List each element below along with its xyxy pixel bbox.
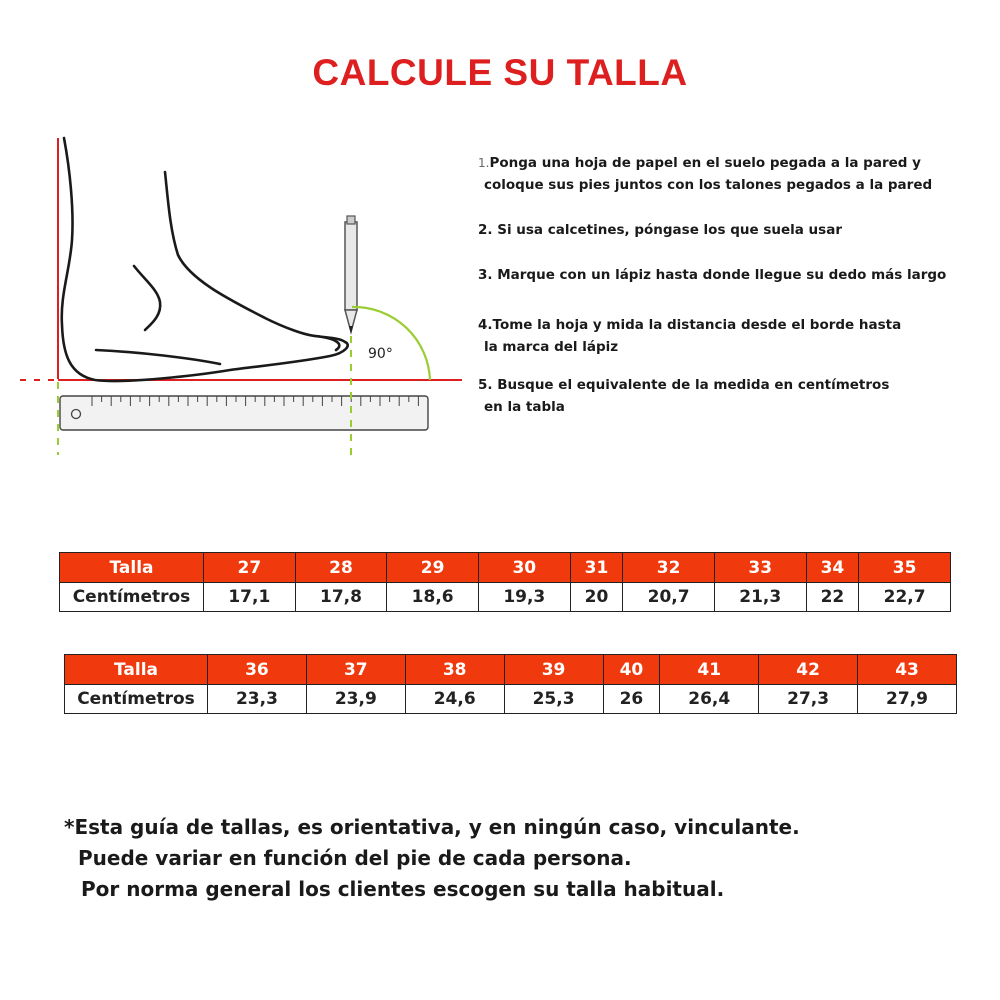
- size-cell: 39: [504, 655, 603, 685]
- size-cell: 31: [570, 553, 623, 583]
- cm-row-label: Centímetros: [60, 583, 204, 612]
- size-cell: 37: [306, 655, 405, 685]
- size-header-label: Talla: [60, 553, 204, 583]
- size-cell: 43: [858, 655, 957, 685]
- size-cell: 34: [806, 553, 859, 583]
- cm-cell: 21,3: [714, 583, 806, 612]
- step-4-line-1: 4.Tome la hoja y mida la distancia desde el borde hasta: [478, 317, 902, 333]
- size-cell: 27: [204, 553, 296, 583]
- size-cell: 29: [387, 553, 479, 583]
- step-3: [478, 264, 946, 286]
- size-cell: 40: [603, 655, 660, 685]
- cm-cell: 22,7: [859, 583, 951, 612]
- size-table-1: [59, 552, 951, 612]
- size-cell: 32: [623, 553, 715, 583]
- size-row: [60, 553, 951, 583]
- cm-cell: 22: [806, 583, 859, 612]
- size-cell: 35: [859, 553, 951, 583]
- note-2: Puede variar en función del pie de cada persona.: [78, 846, 632, 870]
- page-title: CALCULE SU TALLA: [312, 52, 688, 93]
- size-cell: 41: [660, 655, 759, 685]
- foot-outline-icon: [62, 138, 348, 381]
- cm-cell: 27,9: [858, 685, 957, 714]
- cm-cell: 23,3: [208, 685, 307, 714]
- size-cell: 36: [208, 655, 307, 685]
- pencil-icon: [345, 216, 357, 334]
- cm-row: [60, 583, 951, 612]
- size-table-2: [64, 654, 957, 714]
- step-5-line-2: en la tabla: [484, 399, 565, 415]
- step-4-line-2: la marca del lápiz: [484, 339, 619, 355]
- cm-cell: 17,1: [204, 583, 296, 612]
- step-1-line-2: coloque sus pies juntos con los talones pegados a la pared: [484, 177, 933, 193]
- cm-row-label: Centímetros: [65, 685, 208, 714]
- size-cell: 33: [714, 553, 806, 583]
- step-3-line-1: 3. Marque con un lápiz hasta donde llegue su dedo más largo: [478, 267, 947, 283]
- cm-cell: 17,8: [295, 583, 387, 612]
- size-cell: 28: [295, 553, 387, 583]
- foot-measure-illustration: [0, 130, 470, 460]
- note-1: *Esta guía de tallas, es orientativa, y en ningún caso, vinculante.: [64, 815, 800, 839]
- right-angle-arc: [352, 307, 430, 380]
- cm-cell: 20: [570, 583, 623, 612]
- step-5: [478, 374, 889, 418]
- cm-cell: 26: [603, 685, 660, 714]
- step-2: [478, 219, 842, 241]
- size-cell: 42: [759, 655, 858, 685]
- disclaimer-notes: [64, 812, 964, 905]
- angle-label: 90°: [368, 346, 393, 362]
- size-header-label: Talla: [65, 655, 208, 685]
- size-cell: 30: [478, 553, 570, 583]
- step-5-line-1: 5. Busque el equivalente de la medida en centímetros: [478, 377, 890, 393]
- size-cell: 38: [405, 655, 504, 685]
- step-4: [478, 314, 901, 358]
- step-2-line-1: 2. Si usa calcetines, póngase los que suela usar: [478, 222, 842, 238]
- cm-cell: 27,3: [759, 685, 858, 714]
- step-1-line-1: Ponga una hoja de papel en el suelo pegada a la pared y: [489, 155, 921, 171]
- step-1: 1.Ponga una hoja de papel en el suelo pegada a la pared y coloque sus pies juntos con los talones pegados a la pared: [478, 152, 932, 196]
- size-row: [65, 655, 957, 685]
- cm-cell: 18,6: [387, 583, 479, 612]
- cm-cell: 24,6: [405, 685, 504, 714]
- note-3: Por norma general los clientes escogen su talla habitual.: [81, 877, 725, 901]
- cm-cell: 19,3: [478, 583, 570, 612]
- cm-cell: 26,4: [660, 685, 759, 714]
- cm-cell: 23,9: [306, 685, 405, 714]
- cm-row: [65, 685, 957, 714]
- cm-cell: 20,7: [623, 583, 715, 612]
- cm-cell: 25,3: [504, 685, 603, 714]
- ruler-icon: [60, 396, 428, 430]
